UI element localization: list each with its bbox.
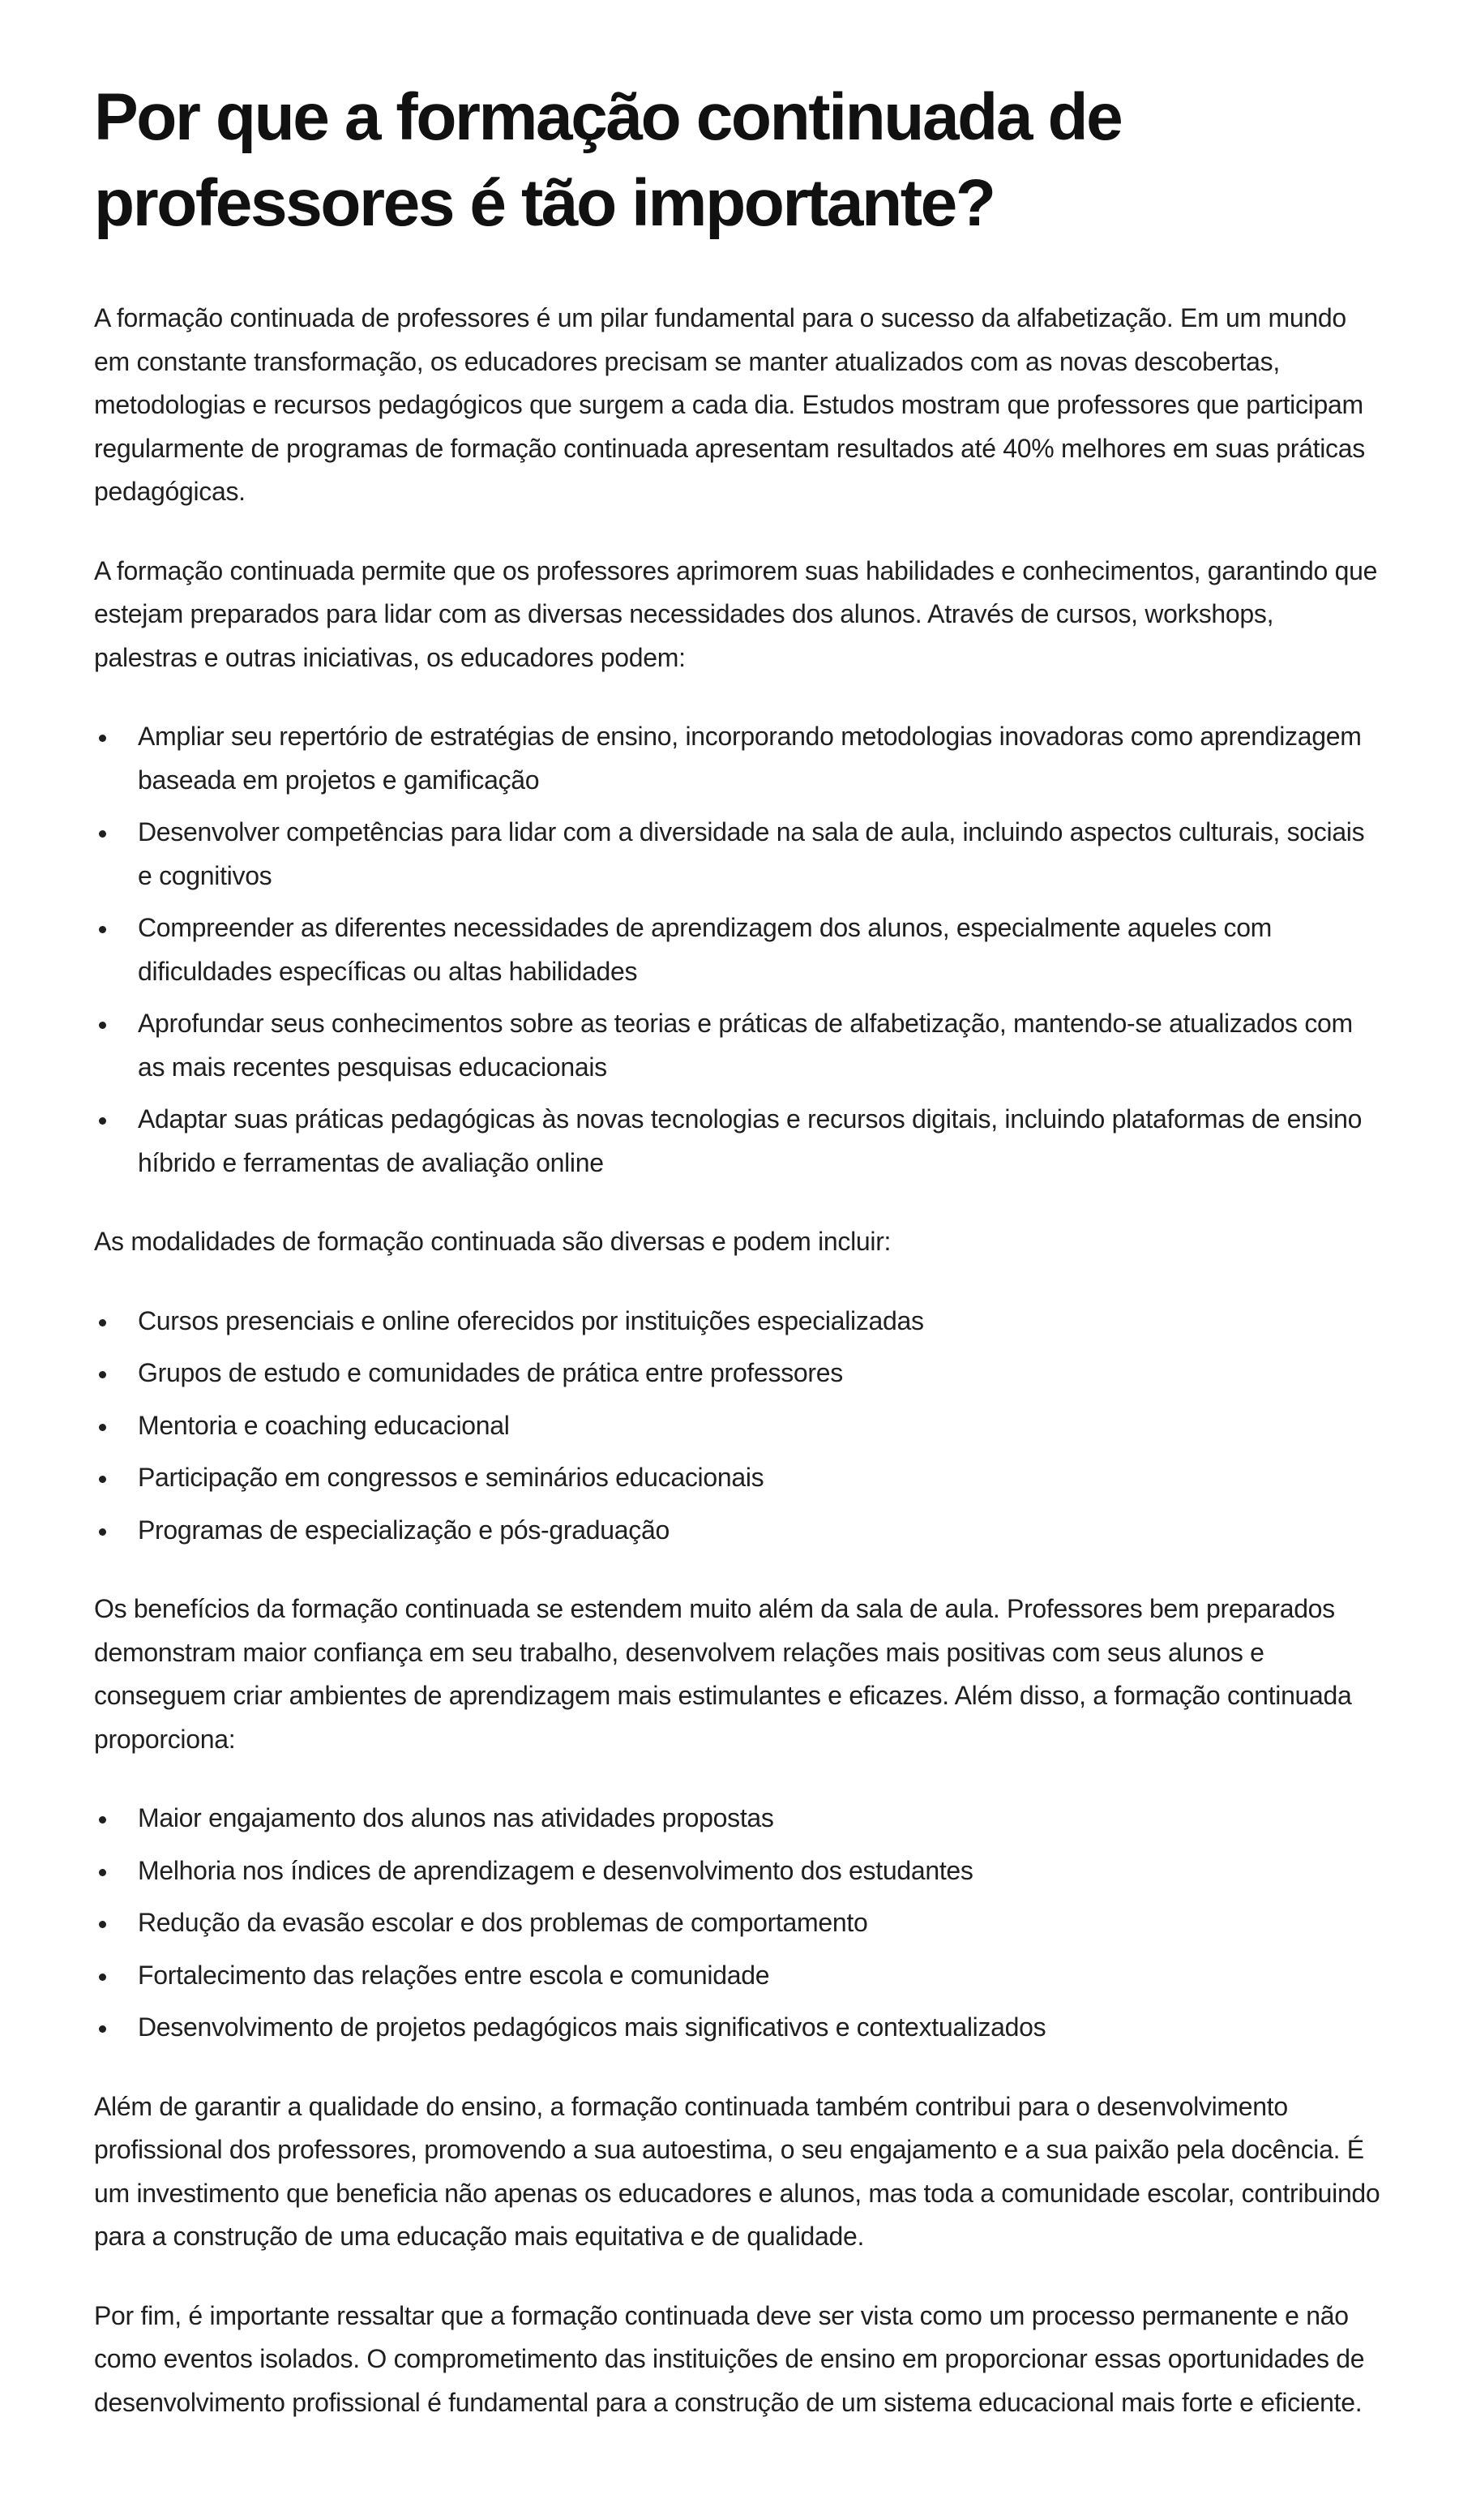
article-title: Por que a formação continuada de professores é tão importante?	[94, 80, 1122, 240]
benefits-list	[94, 1797, 1383, 2050]
paragraph-modalities-intro: As modalidades de formação continuada são diversas e podem incluir:	[94, 1227, 892, 1256]
list-item: Adaptar suas práticas pedagógicas às novas tecnologias e recursos digitais, incluindo plataformas de ensino híbrido e ferramentas de avaliação online	[94, 1098, 1383, 1185]
list-item: Desenvolvimento de projetos pedagógicos mais significativos e contextualizados	[94, 2006, 1383, 2050]
list-item: Ampliar seu repertório de estratégias de ensino, incorporando metodologias inovadoras como aprendizagem baseada em projetos e gamificação	[94, 715, 1383, 802]
list-item: Cursos presenciais e online oferecidos por instituições especializadas	[94, 1300, 1383, 1344]
list-item: Melhoria nos índices de aprendizagem e desenvolvimento dos estudantes	[94, 1849, 1383, 1893]
article	[94, 75, 1383, 2460]
skills-list	[94, 715, 1383, 1185]
list-item: Aprofundar seus conhecimentos sobre as teorias e práticas de alfabetização, mantendo-se atualizados com as mais recentes pesquisas educacionais	[94, 1002, 1383, 1089]
list-item: Maior engajamento dos alunos nas atividades propostas	[94, 1797, 1383, 1841]
list-item: Mentoria e coaching educacional	[94, 1404, 1383, 1448]
list-item: Programas de especialização e pós-graduação	[94, 1509, 1383, 1553]
list-item: Participação em congressos e seminários educacionais	[94, 1456, 1383, 1500]
list-item: Redução da evasão escolar e dos problemas de comportamento	[94, 1901, 1383, 1945]
paragraph-benefits-intro: Os benefícios da formação continuada se estendem muito além da sala de aula. Professores bem preparados demonstram maior confiança em seu trabalho, desenvolvem relações mais positivas com seus alunos e conseguem criar ambientes de aprendizagem mais estimulantes e eficazes. Além disso, a formação continuada proporciona:	[94, 1594, 1352, 1754]
list-item: Fortalecimento das relações entre escola e comunidade	[94, 1954, 1383, 1998]
list-item: Compreender as diferentes necessidades de aprendizagem dos alunos, especialmente aqueles com dificuldades específicas ou altas habilidades	[94, 906, 1383, 993]
modalities-list	[94, 1300, 1383, 1553]
list-item: Desenvolver competências para lidar com a diversidade na sala de aula, incluindo aspectos culturais, sociais e cognitivos	[94, 811, 1383, 898]
paragraph-professional-development: Além de garantir a qualidade do ensino, a formação continuada também contribui para o desenvolvimento profissional dos professores, promovendo a sua autoestima, o seu engajamento e a sua paixão pela docência. É um investimento que beneficia não apenas os educadores e alunos, mas toda a comunidade escolar, contribuindo para a construção de uma educação mais equitativa e de qualidade.	[94, 2091, 1380, 2251]
paragraph-conclusion: Por fim, é importante ressaltar que a formação continuada deve ser vista como um processo permanente e não como eventos isolados. O comprometimento das instituições de ensino em proporcionar essas oportunidades de desenvolvimento profissional é fundamental para a construção de um sistema educacional mais forte e eficiente.	[94, 2300, 1365, 2417]
list-item: Grupos de estudo e comunidades de prática entre professores	[94, 1352, 1383, 1395]
paragraph-skills-intro: A formação continuada permite que os professores aprimorem suas habilidades e conhecimentos, garantindo que estejam preparados para lidar com as diversas necessidades dos alunos. Através de cursos, workshops, palestras e outras iniciativas, os educadores podem:	[94, 555, 1378, 672]
paragraph-intro: A formação continuada de professores é um pilar fundamental para o sucesso da alfabetização. Em um mundo em constante transformação, os educadores precisam se manter atualizados com as novas descobertas, metodologias e recursos pedagógicos que surgem a cada dia. Estudos mostram que professores que participam regularmente de programas de formação continuada apresentam resultados até 40% melhores em suas práticas pedagógicas.	[94, 303, 1365, 506]
